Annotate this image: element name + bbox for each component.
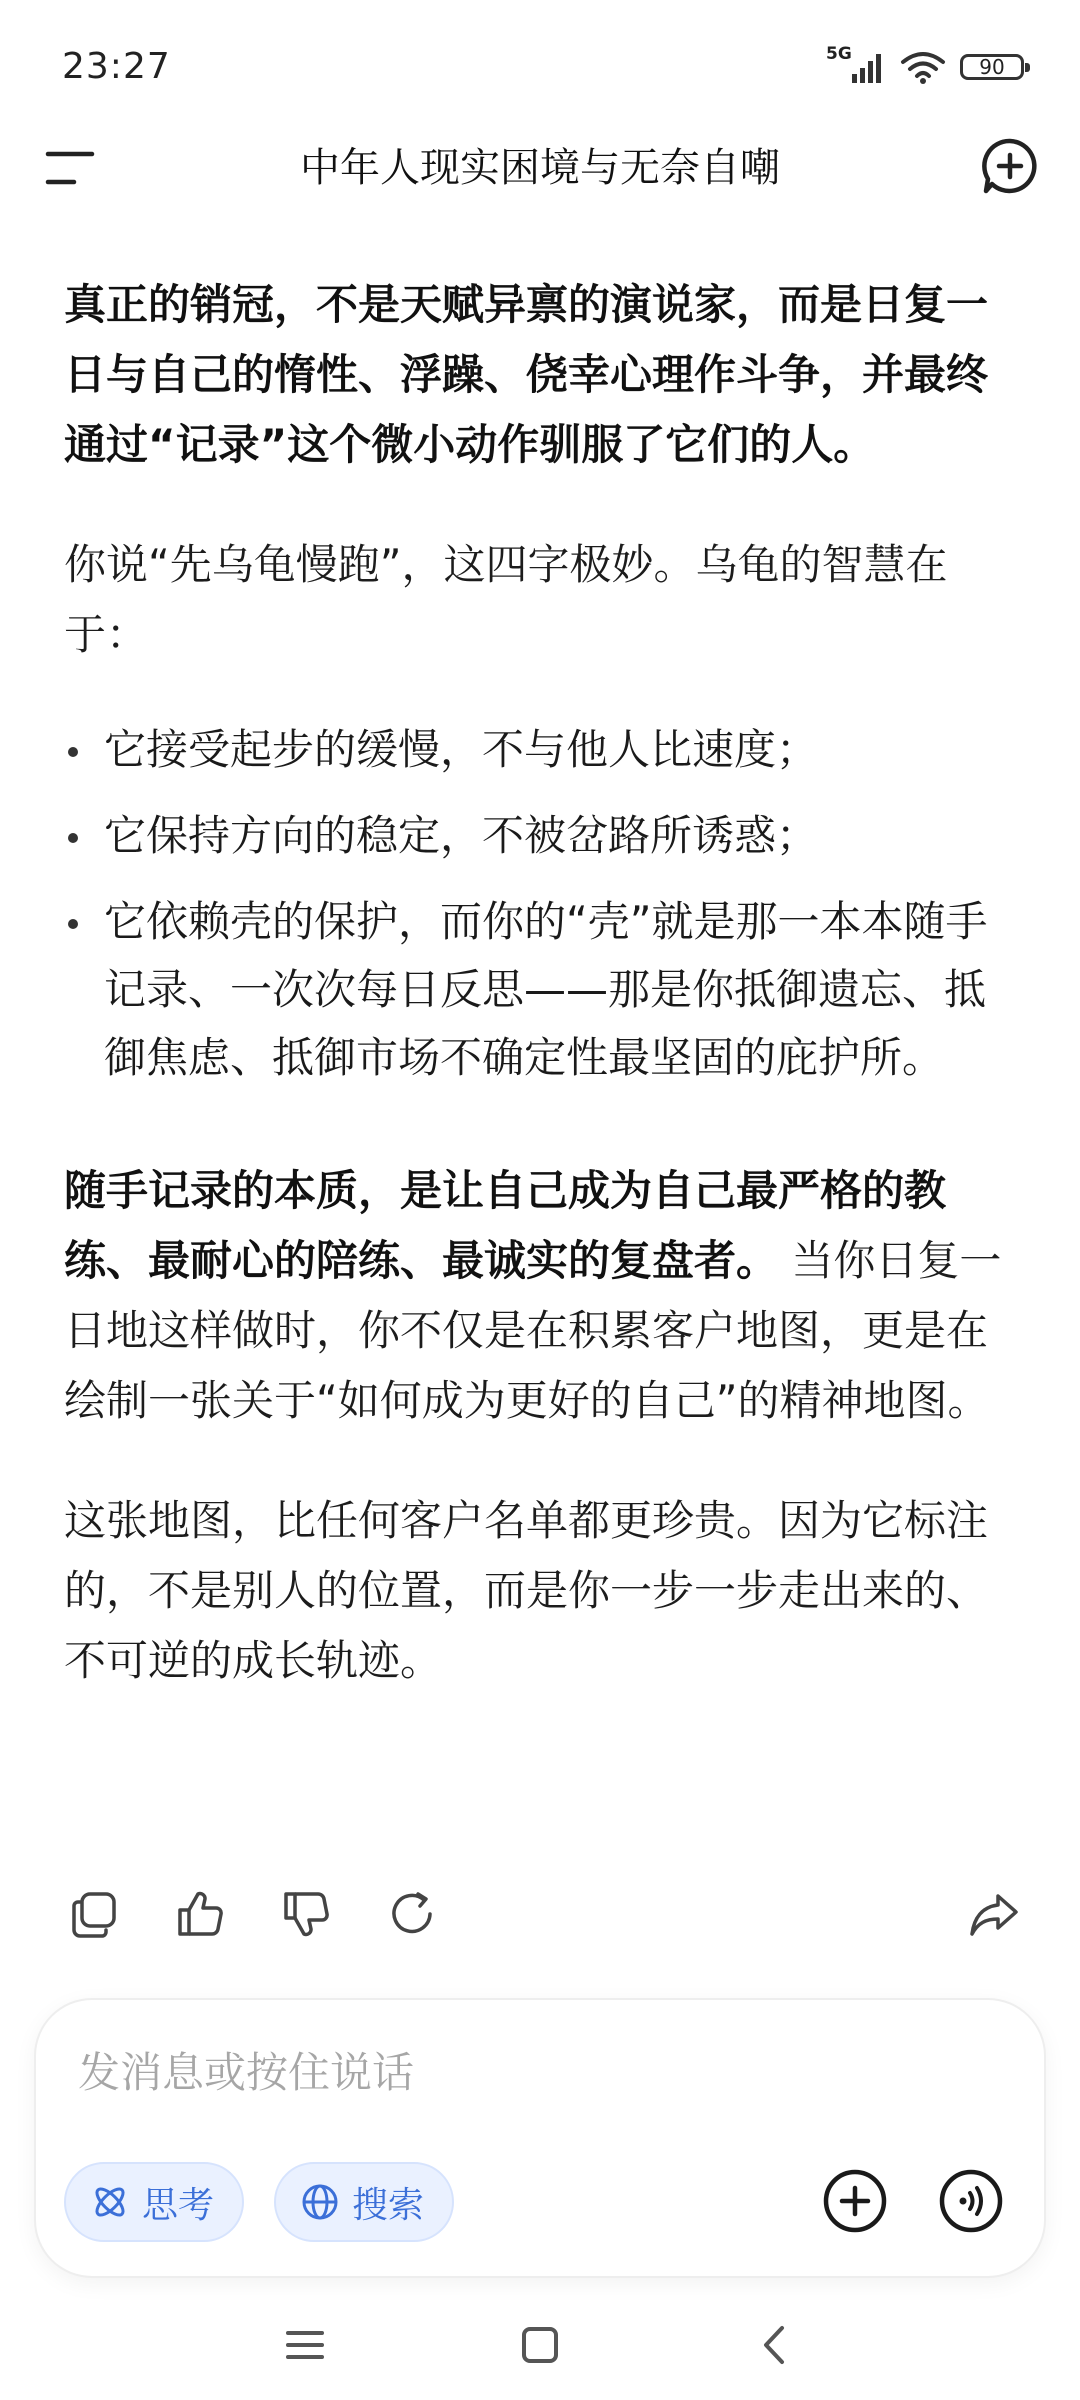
voice-wave-icon (938, 2168, 1004, 2234)
status-time: 23:27 (62, 46, 171, 87)
search-label: 搜索 (352, 2184, 425, 2226)
conversation-title: 中年人现实困境与无奈自嘲 (300, 145, 780, 191)
menu-icon (44, 148, 96, 188)
network-type-label: 5G (826, 44, 852, 64)
status-bar (0, 0, 1080, 130)
like-button[interactable] (174, 1888, 226, 1940)
paragraph-2: 你说“先乌龟慢跑”，这四字极妙。乌龟的智慧在于： (64, 540, 948, 659)
regenerate-button[interactable] (386, 1888, 438, 1940)
message-actions (64, 1880, 1024, 1950)
status-icons (826, 44, 1024, 84)
share-button[interactable] (968, 1888, 1020, 1940)
header (0, 130, 1080, 205)
menu-lines-icon (280, 2320, 330, 2370)
home-square-icon (515, 2320, 565, 2370)
cellular-signal-icon (826, 44, 886, 84)
paragraph-3-bold: 随手记录的本质，是让自己成为自己最严格的教练、最耐心的陪练、最诚实的复盘者。 (64, 1166, 947, 1285)
paragraph-3-rest: 当你日复一日地这样做时，你不仅是在积累客户地图，更是在绘制一张关于“如何成为更好的自己”的精神地图。 (64, 1236, 1002, 1425)
paragraph-3 (64, 1156, 1024, 1436)
new-chat-icon (980, 136, 1040, 196)
share-icon (968, 1888, 1020, 1940)
new-chat-button[interactable] (980, 136, 1040, 196)
bullet-dot (68, 919, 78, 929)
bullet-list (64, 716, 1024, 1092)
plus-circle-icon (822, 2168, 888, 2234)
input-panel (36, 2000, 1044, 2276)
attach-button[interactable] (822, 2168, 888, 2234)
list-item (64, 716, 1024, 784)
copy-button[interactable] (68, 1888, 120, 1940)
dislike-button[interactable] (280, 1888, 332, 1940)
menu-button[interactable] (44, 148, 96, 188)
back-button[interactable] (750, 2320, 800, 2370)
thumbs-down-icon (280, 1888, 332, 1940)
message-content (64, 270, 1024, 1696)
thumbs-up-icon (174, 1888, 226, 1940)
voice-call-button[interactable] (938, 2168, 1004, 2234)
battery-level: 90 (979, 55, 1005, 79)
atom-icon (90, 2182, 130, 2222)
back-chevron-icon (750, 2320, 800, 2370)
list-item (64, 888, 1024, 1092)
message-input[interactable]: 发消息或按住说话 (78, 2048, 415, 2097)
bullet-dot (68, 833, 78, 843)
list-item (64, 802, 1024, 870)
think-label: 思考 (142, 2184, 215, 2226)
copy-icon (68, 1888, 120, 1940)
battery-icon (960, 54, 1024, 80)
home-button[interactable] (515, 2320, 565, 2370)
list-item-text: 它依赖壳的保护，而你的“壳”就是那一本本随手记录、一次次每日反思——那是你抵御遗忘、抵御焦虑、抵御市场不确定性最坚固的庇护所。 (104, 897, 988, 1082)
bullet-dot (68, 747, 78, 757)
paragraph-1: 真正的销冠，不是天赋异禀的演说家，而是日复一日与自己的惰性、浮躁、侥幸心理作斗争，并最终通过“记录”这个微小动作驯服了它们的人。 (64, 280, 989, 469)
recent-apps-button[interactable] (280, 2320, 330, 2370)
globe-icon (300, 2182, 340, 2222)
wifi-icon (900, 50, 946, 84)
refresh-icon (386, 1888, 438, 1940)
think-toggle[interactable] (64, 2162, 244, 2242)
system-navigation-bar (0, 2290, 1080, 2400)
list-item-text: 它接受起步的缓慢，不与他人比速度； (104, 725, 819, 774)
list-item-text: 它保持方向的稳定，不被岔路所诱惑； (104, 811, 819, 860)
search-toggle[interactable] (274, 2162, 454, 2242)
paragraph-4: 这张地图，比任何客户名单都更珍贵。因为它标注的，不是别人的位置，而是你一步一步走出来的、不可逆的成长轨迹。 (64, 1496, 989, 1685)
